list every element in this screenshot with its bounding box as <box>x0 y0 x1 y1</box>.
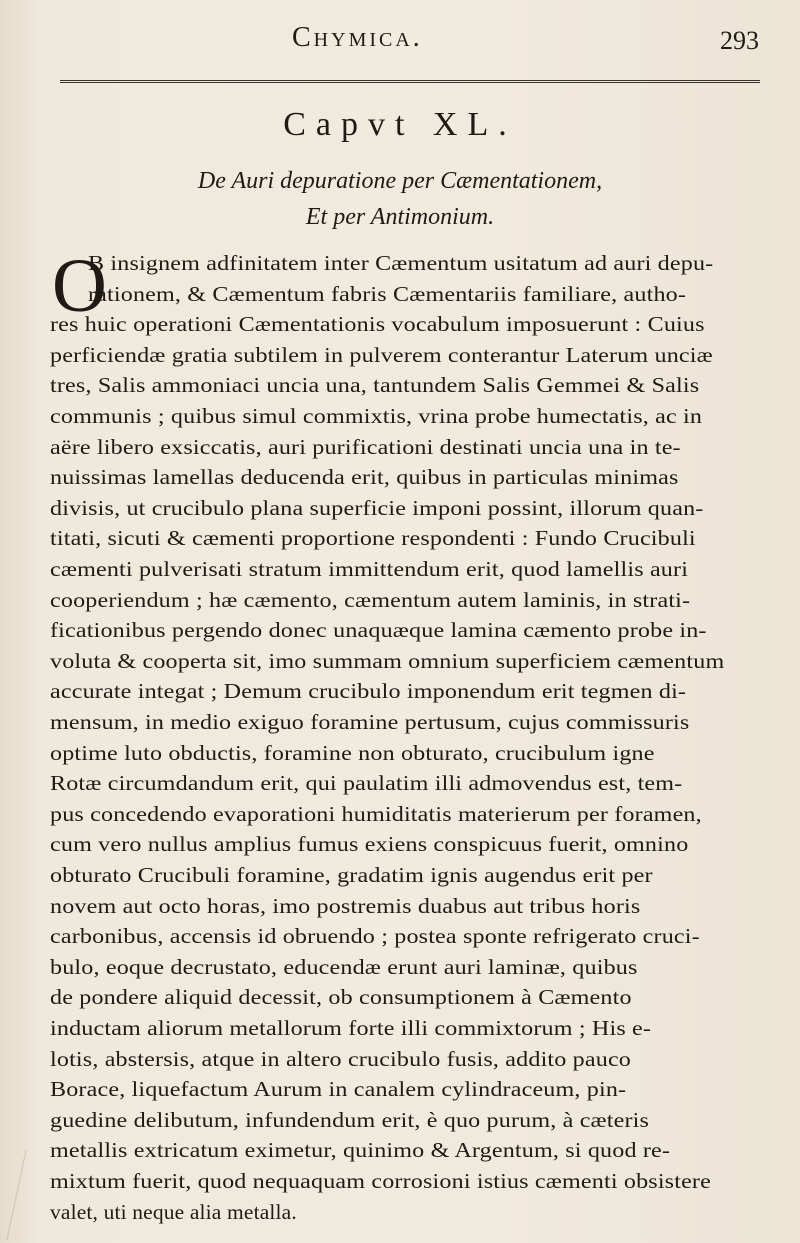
body-line: obturato Crucibuli foramine, gradatim ignis augendus erit per <box>50 863 653 887</box>
body-line: nuissimas lamellas deducenda erit, quibus in particulas minimas <box>50 465 679 490</box>
chapter-heading: Capvt XL. <box>283 106 517 143</box>
body-line: tres, Salis ammoniaci uncia una, tantundem Salis Gemmei & Salis <box>50 373 700 398</box>
body-line: ficationibus pergendo donec unaquæque lamina cæmento probe in- <box>50 618 707 643</box>
body-line: inductam aliorum metallorum forte illi commixtorum ; His e- <box>50 1016 652 1040</box>
body-line: bulo, eoque decrustato, educendæ erunt auri laminæ, quibus <box>50 954 638 979</box>
body-line: valet, uti neque alia metalla. <box>50 1199 297 1224</box>
body-line: aëre libero exsiccatis, auri purificationi destinati uncia una in te- <box>50 434 681 459</box>
chapter-subtitle-line-1: De Auri depuratione per Cæmentationem, <box>197 168 603 194</box>
body-line: accurate integat ; Demum crucibulo imponendum erit tegmen di- <box>50 679 687 704</box>
body-line: cooperiendum ; hæ cæmento, cæmentum autem laminis, in strati- <box>50 587 691 612</box>
body-line: divisis, ut crucibulo plana superficie imponi possint, illorum quan- <box>50 495 704 520</box>
body-line: Rotæ circumdandum erit, qui paulatim illi admovendus est, tem- <box>50 771 683 796</box>
body-line: mixtum fuerit, quod nequaquam corrosioni istius cæmenti obsistere <box>50 1169 711 1193</box>
body-line: cum vero nullus amplius fumus exiens conspicuus fuerit, omnino <box>50 832 689 857</box>
body-line: perficiendæ gratia subtilem in pulverem conterantur Laterum unciæ <box>50 342 713 367</box>
body-line: cæmenti pulverisati stratum immittendum erit, quod lamellis auri <box>50 557 689 581</box>
drop-cap: O <box>52 244 107 328</box>
body-line: mensum, in medio exiguo foramine pertusum, cujus commissuris <box>50 710 690 734</box>
body-line: B insignem adfinitatem inter Cæmentum usitatum ad auri depu- <box>88 251 714 275</box>
body-line: rationem, & Cæmentum fabris Cæmentariis familiare, autho- <box>88 281 687 306</box>
body-line: de pondere aliquid decessit, ob consumptionem à Cæmento <box>50 985 632 1010</box>
body-line: pus concedendo evaporationi humiditatis materierum per foramen, <box>50 801 702 826</box>
running-title: Chymica. <box>292 22 423 53</box>
body-line: Borace, liquefactum Aurum in canalem cylindraceum, pin- <box>50 1077 627 1102</box>
body-line: optime luto obductis, foramine non obturato, crucibulum igne <box>50 740 655 765</box>
body-line: guedine delibutum, infundendum erit, è quo purum, à cæteris <box>50 1107 650 1132</box>
body-line: lotis, abstersis, atque in altero crucibulo fusis, addito pauco <box>50 1046 632 1071</box>
body-line: novem aut octo horas, imo postremis duabus aut tribus horis <box>50 893 641 918</box>
header-rule <box>60 80 760 83</box>
body-line: voluta & cooperta sit, imo summam omnium superficiem cæmentum <box>50 648 725 673</box>
body-line: metallis extricatum eximetur, quinimo & Argentum, si quod re- <box>50 1138 671 1163</box>
body-line: titati, sicuti & cæmenti proportione respondenti : Fundo Crucibuli <box>50 526 696 551</box>
body-line: communis ; quibus simul commixtis, vrina probe humectatis, ac in <box>50 404 703 428</box>
body-line: carbonibus, accensis id obruendo ; postea sponte refrigerato cruci- <box>50 924 700 949</box>
page-number: 293 <box>720 26 759 55</box>
chapter-subtitle-line-2: Et per Antimonium. <box>305 204 495 230</box>
body-line: res huic operationi Cæmentationis vocabulum imposuerunt : Cuius <box>50 312 705 337</box>
